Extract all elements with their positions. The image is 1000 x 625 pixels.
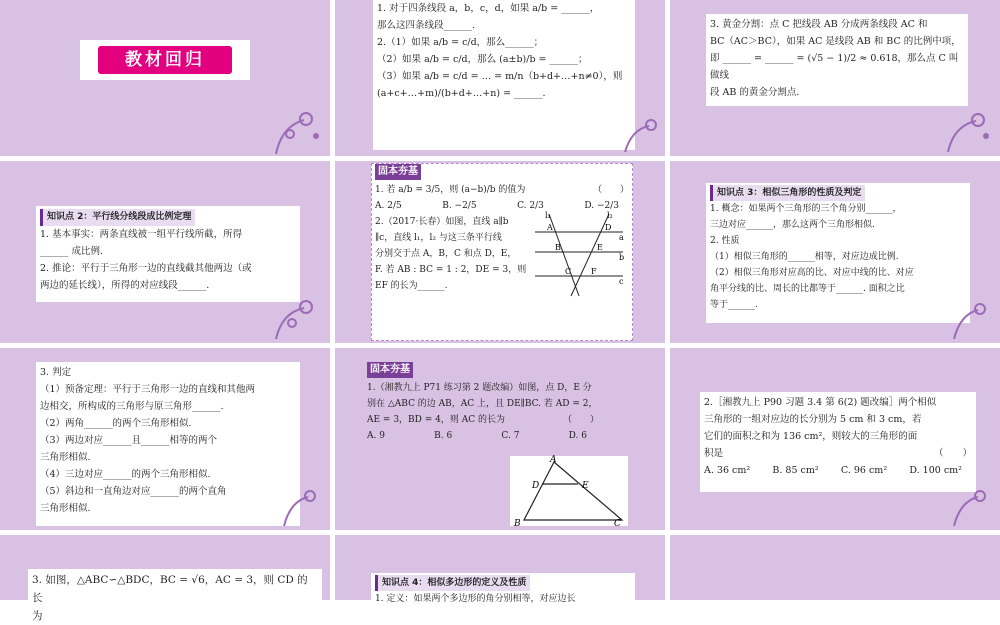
- label-A: A: [550, 455, 557, 465]
- text-line: F. 若 AB : BC = 1 : 2，DE = 3，则: [375, 265, 527, 275]
- text-line: BC（AC＞BC），如果 AC 是线段 AB 和 BC 的比例中项，: [710, 36, 961, 47]
- parallel-lines-figure: [535, 210, 627, 302]
- choices-row: [367, 428, 597, 444]
- text-line: （5）斜边和一直角边对应______的两个直角: [40, 486, 227, 497]
- text-line: 1. 对于四条线段 a，b，c，d，如果 a/b = ______，: [377, 3, 600, 14]
- section-banner-title: 教材回归: [98, 46, 232, 74]
- text-line: 那么这四条线段______.: [377, 20, 476, 31]
- text-line: AE = 3，BD = 4，则 AC 的长为: [367, 415, 505, 425]
- slide-4-card: [36, 206, 300, 302]
- text-line: 两边的延长线），所得的对应线段______.: [40, 280, 210, 291]
- text-line: 2.（1）如果 a/b = c/d，那么______；: [377, 37, 544, 48]
- text-line: 2. 推论：平行于三角形一边的直线截其他两边（或: [40, 263, 252, 274]
- text-line: 1. 定义：如果两个多边形的角分别相等，对应边长: [375, 594, 576, 604]
- choice-a[interactable]: A. 2/5: [375, 201, 402, 211]
- section-tag: 固本夯基: [367, 362, 413, 378]
- text-line: ______ 成比例.: [40, 246, 104, 257]
- slide-11-card: [371, 573, 635, 617]
- section-banner: [80, 40, 250, 80]
- text-line: 为: [32, 610, 43, 622]
- text-line: 3. 如图，△ABC∽△BDC，BC = √6，AC = 3，则 CD 的长: [32, 574, 308, 604]
- slide-6-card: [706, 183, 970, 323]
- choice-b[interactable]: B. 85 cm²: [772, 465, 819, 476]
- label-a: a: [619, 233, 624, 242]
- answer-paren: （ ）: [933, 448, 972, 459]
- slide-8[interactable]: [335, 348, 665, 530]
- text-line: ∥c，直线 l₁，l₂ 与这三条平行线: [375, 233, 502, 243]
- section-tag: 固本夯基: [375, 164, 421, 180]
- label-l2: l₂: [607, 211, 613, 220]
- choice-b[interactable]: B. 6: [434, 431, 453, 441]
- label-B: B: [514, 519, 521, 529]
- flower-decoration-icon: [950, 488, 996, 528]
- text-line: 边相交，所构成的三角形与原三角形______.: [40, 401, 224, 412]
- text-line: 分别交于点 A，B，C 和点 D，E，: [375, 249, 517, 259]
- label-l1: l₁: [545, 211, 551, 220]
- slide-11[interactable]: [335, 535, 665, 604]
- slide-6[interactable]: [670, 161, 1000, 343]
- slide-7-card: [36, 362, 300, 526]
- choice-b[interactable]: B. −2/5: [442, 201, 477, 211]
- slide-7[interactable]: [0, 348, 330, 530]
- text-line: 别在 △ABC 的边 AB，AC 上，且 DE∥BC. 若 AD = 2，: [367, 399, 598, 409]
- choice-d[interactable]: D. −2/3: [584, 201, 619, 211]
- answer-paren: （ ）: [592, 185, 629, 195]
- choice-d[interactable]: D. 100 cm²: [909, 465, 962, 476]
- question-1: 1. 若 a/b = 3/5，则 (a−b)/b 的值为: [375, 185, 526, 195]
- label-D: D: [532, 481, 540, 491]
- label-E: E: [597, 243, 603, 252]
- slide-9[interactable]: [670, 348, 1000, 530]
- text-line: 三角形相似.: [40, 452, 91, 463]
- text-line: EF 的长为______.: [375, 281, 448, 291]
- text-line: （1）相似三角形的______相等，对应边成比例.: [710, 252, 899, 262]
- slide-10[interactable]: [0, 535, 330, 622]
- label-c: c: [619, 277, 624, 286]
- slide-1[interactable]: [0, 0, 330, 156]
- text-line: (a+c+…+m)/(b+d+…+n) = ______.: [377, 88, 546, 99]
- label-F: F: [591, 267, 597, 276]
- text-line: （2）两角______的两个三角形相似.: [40, 418, 192, 429]
- label-b: b: [619, 253, 625, 262]
- slide-4[interactable]: [0, 161, 330, 343]
- knowledge-point-header: 知识点 3：相似三角形的性质及判定: [710, 185, 865, 201]
- text-line: 三边对应______，那么这两个三角形相似.: [710, 220, 875, 230]
- text-line: （2）如果 a/b = c/d，那么 (a±b)/b = ______；: [377, 54, 588, 65]
- text-line: 角平分线的比、周长的比都等于______. 面积之比: [710, 284, 905, 294]
- text-line: （3）如果 a/b = c/d = … = m/n（b+d+…+n≠0），则: [377, 71, 623, 82]
- text-line: 三角形相似.: [40, 503, 91, 514]
- slide-3[interactable]: [670, 0, 1000, 156]
- flower-decoration-icon: [942, 112, 996, 154]
- text-line: 1. 概念：如果两个三角形的三个角分别______，: [710, 204, 902, 214]
- flower-decoration-icon: [950, 301, 996, 341]
- choice-c[interactable]: C. 96 cm²: [840, 465, 888, 476]
- text-line: 即 ______ = ______ = (√5 − 1)/2 ≈ 0.618，那么点 C 叫做线: [710, 53, 959, 81]
- choice-c[interactable]: C. 2/3: [517, 201, 544, 211]
- slide-9-card: [700, 392, 976, 492]
- label-D: D: [605, 223, 612, 232]
- label-C: C: [614, 519, 621, 529]
- text-line: 段 AB 的黄金分割点.: [710, 87, 800, 98]
- choices-row: [704, 462, 972, 479]
- knowledge-point-header: 知识点 2：平行线分线段成比例定理: [40, 209, 195, 226]
- flower-decoration-icon: [621, 118, 661, 154]
- label-B: B: [555, 243, 561, 252]
- label-E: E: [582, 481, 589, 491]
- slide-5[interactable]: [335, 161, 665, 343]
- text-line: 2.（2017·长春）如图，直线 a∥b: [375, 217, 509, 227]
- triangle-figure: [510, 455, 628, 529]
- choice-a[interactable]: A. 36 cm²: [704, 465, 751, 476]
- flower-decoration-icon: [280, 488, 326, 528]
- text-line: 1. 基本事实：两条直线被一组平行线所截，所得: [40, 229, 243, 240]
- text-line: 等于______.: [710, 300, 758, 310]
- answer-paren: （ ）: [562, 415, 599, 425]
- text-line: 2.［湘教九上 P90 习题 3.4 第 6(2) 题改编］两个相似: [704, 397, 937, 408]
- text-line: 2. 性质: [710, 236, 740, 246]
- slide-2[interactable]: [335, 0, 665, 156]
- choice-c[interactable]: C. 7: [501, 431, 520, 441]
- text-line: （3）两边对应______且______相等的两个: [40, 435, 218, 446]
- text-line: （1）预备定理：平行于三角形一边的直线和其他两: [40, 384, 256, 395]
- label-C: C: [565, 267, 572, 276]
- knowledge-point-header: 知识点 4：相似多边形的定义及性质: [375, 575, 530, 591]
- text-line: 积是: [704, 448, 724, 459]
- text-line: 3. 黄金分割：点 C 把线段 AB 分成两条线段 AC 和: [710, 19, 928, 30]
- choice-a[interactable]: A. 9: [367, 431, 385, 441]
- flower-decoration-icon: [270, 110, 326, 156]
- text-line: 它们的面积之和为 136 cm²，则较大的三角形的面: [704, 431, 918, 442]
- text-line: 3. 判定: [40, 367, 72, 378]
- slide-10-card: [28, 569, 322, 622]
- slide-5-card: [371, 163, 633, 341]
- text-line: 1.（湘教九上 P71 练习第 2 题改编）如图，点 D，E 分: [367, 383, 592, 393]
- slide-3-card: [706, 14, 968, 106]
- label-A: A: [547, 223, 553, 232]
- slide-2-card: [373, 0, 635, 150]
- flower-decoration-icon: [270, 299, 326, 341]
- slide-12[interactable]: [670, 535, 1000, 600]
- text-line: 三角形的一组对应边的长分别为 5 cm 和 3 cm，若: [704, 414, 922, 425]
- choice-d[interactable]: D. 6: [568, 431, 587, 441]
- text-line: （2）相似三角形对应高的比、对应中线的比、对应: [710, 268, 914, 278]
- slide-8-content: [367, 362, 629, 444]
- text-line: （4）三边对应______的两个三角形相似.: [40, 469, 211, 480]
